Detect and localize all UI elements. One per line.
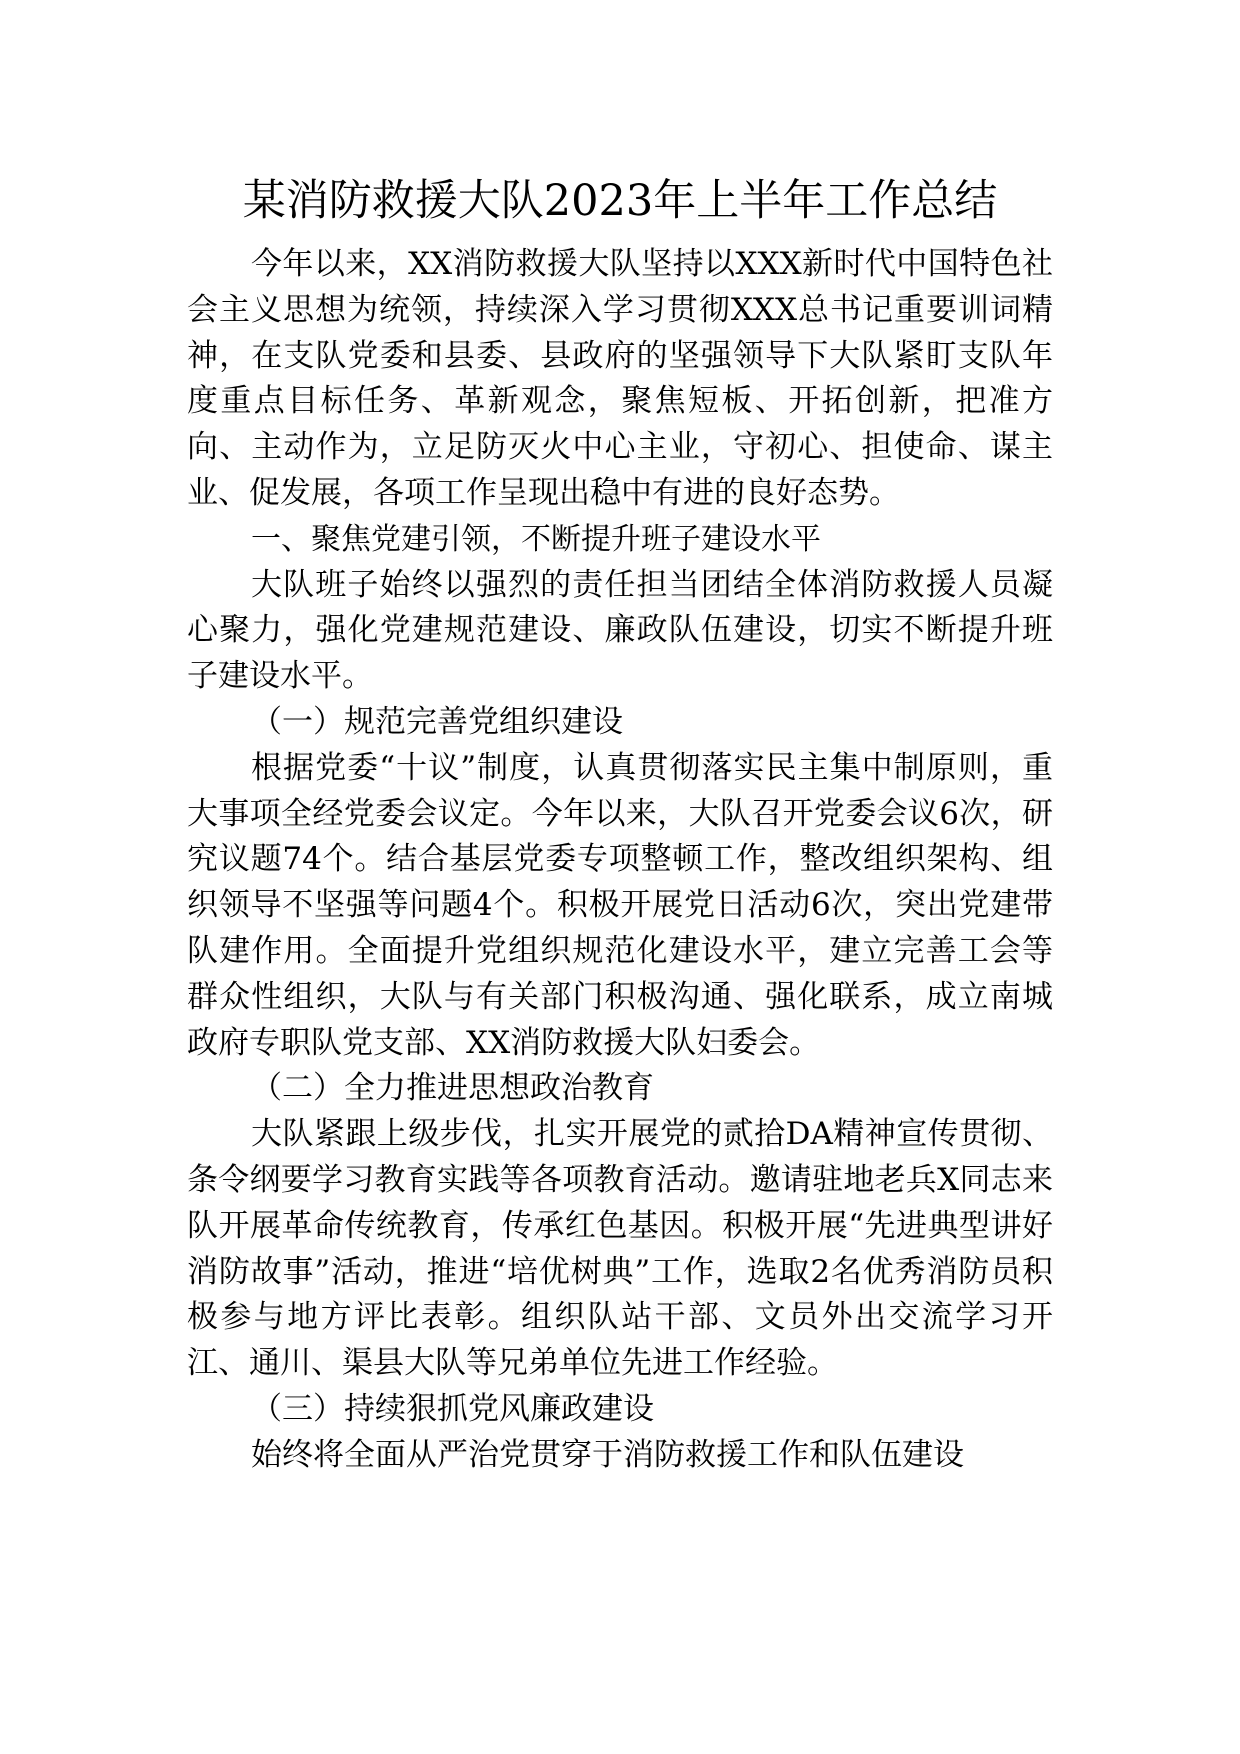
document-body	[187, 172, 1053, 1479]
subsection-3-paragraph: 始终将全面从严治党贯穿于消防救援工作和队伍建设	[251, 1436, 964, 1473]
intro-paragraph: 今年以来，XX消防救援大队坚持以XXX新时代中国特色社会主义思想为统领，持续深入学习贯彻XXX总书记重要训词精神，在支队党委和县委、县政府的坚强领导下大队紧盯支队年度重点目标任务、革新观念，聚焦短板、开拓创新，把准方向、主动作为，立足防灭火中心主业，守初心、担使命、谋主业、促发展，各项工作呈现出稳中有进的良好态势。	[187, 246, 1053, 511]
document-title: 某消防救援大队2023年上半年工作总结	[242, 176, 998, 226]
subsection-heading-3: （三）持续狠抓党风廉政建设	[251, 1390, 654, 1427]
subsection-1-paragraph: 根据党委“十议”制度，认真贯彻落实民主集中制原则，重大事项全经党委会议定。今年以来，大队召开党委会议6次，研究议题74个。结合基层党委专项整顿工作，整改组织架构、组织领导不坚强等问题4个。积极开展党日活动6次，突出党建带队建作用。全面提升党组织规范化建设水平，建立完善工会等群众性组织，大队与有关部门积极沟通、强化联系，成立南城政府专职队党支部、XX消防救援大队妇委会。	[187, 749, 1053, 1061]
section-1-paragraph: 大队班子始终以强烈的责任担当团结全体消防救援人员凝心聚力，强化党建规范建设、廉政队伍建设，切实不断提升班子建设水平。	[187, 566, 1053, 695]
subsection-2-paragraph: 大队紧跟上级步伐，扎实开展党的贰拾DA精神宣传贯彻、条令纲要学习教育实践等各项教育活动。邀请驻地老兵X同志来队开展革命传统教育，传承红色基因。积极开展“先进典型讲好消防故事”活动，推进“培优树典”工作，选取2名优秀消防员积极参与地方评比表彰。组织队站干部、文员外出交流学习开江、通川、渠县大队等兄弟单位先进工作经验。	[187, 1116, 1053, 1382]
section-heading-1: 一、聚焦党建引领，不断提升班子建设水平	[251, 521, 821, 557]
subsection-heading-2: （二）全力推进思想政治教育	[251, 1070, 654, 1107]
subsection-heading-1: （一）规范完善党组织建设	[251, 703, 623, 740]
